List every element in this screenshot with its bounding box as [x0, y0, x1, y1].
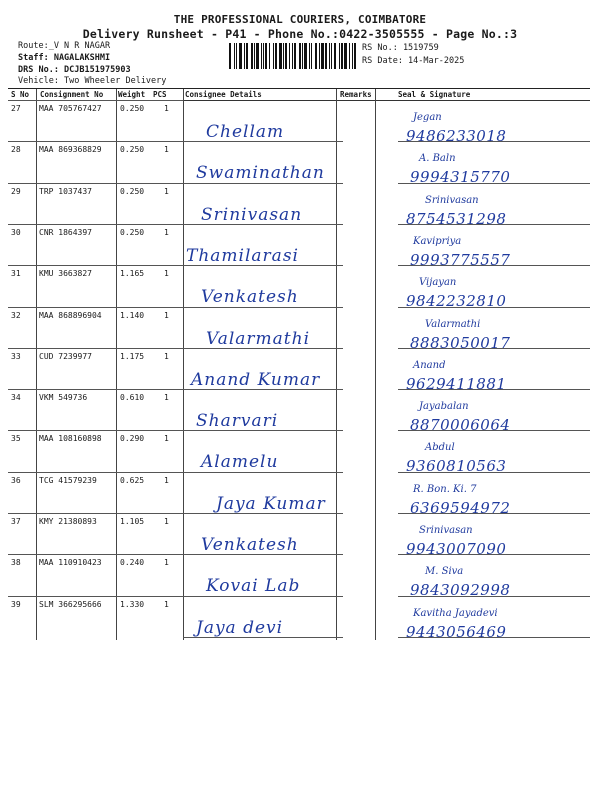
phone-handwriting: 9842232810 [406, 292, 507, 311]
table-row [8, 554, 590, 600]
row-sno: 31 [11, 269, 21, 279]
row-pcs: 1 [164, 269, 169, 279]
header-consignee: Consignee Details [185, 90, 262, 99]
row-sno: 39 [11, 599, 21, 609]
barcode-bar [341, 43, 343, 69]
barcode-bar [334, 43, 336, 69]
row-pcs: 1 [164, 393, 169, 403]
barcode-bar [289, 43, 290, 69]
barcode-bar [321, 43, 324, 69]
row-divider [8, 141, 183, 142]
row-weight: 1.330 [120, 599, 145, 609]
row-weight: 0.250 [120, 145, 145, 155]
vehicle-label: Vehicle: Two Wheeler Delivery [18, 76, 167, 86]
staff-label: Staff: NAGALAKSHMI [18, 53, 111, 63]
barcode-bar [251, 43, 253, 69]
phone-handwriting: 8870006064 [410, 416, 511, 435]
signature-handwriting: Kavipriya [413, 235, 462, 247]
barcode-bar [352, 43, 353, 69]
row-consignment-no: CNR 1864397 [39, 227, 92, 237]
row-sno: 38 [11, 558, 21, 568]
barcode-bar [349, 43, 350, 69]
row-weight: 1.105 [120, 517, 145, 526]
phone-handwriting: 9629411881 [406, 374, 507, 393]
row-divider [8, 265, 183, 266]
phone-handwriting: 9486233018 [406, 127, 507, 145]
row-divider [8, 554, 183, 555]
row-sno: 29 [11, 186, 21, 196]
route-label: Route:_V N R NAGAR [18, 41, 111, 51]
signature-handwriting: Srinivasan [419, 525, 473, 536]
rs-date: RS Date: 14-Mar-2025 [362, 56, 465, 66]
row-pcs: 1 [164, 104, 169, 113]
row-consignment-no: MAA 705767427 [39, 104, 102, 113]
row-weight: 0.250 [120, 227, 145, 237]
row-sno: 32 [11, 310, 21, 320]
row-weight: 0.610 [120, 393, 145, 403]
signature-handwriting: Anand [413, 359, 446, 371]
row-sno: 35 [11, 434, 21, 444]
barcode-bar [236, 43, 237, 69]
barcode-bar [239, 43, 242, 69]
barcode-bar [304, 43, 307, 69]
barcode-bar [325, 43, 327, 69]
row-divider [8, 307, 183, 308]
header-pcs: PCS [153, 90, 167, 99]
row-pcs: 1 [164, 434, 169, 444]
row-divider [8, 430, 183, 431]
row-pcs: 1 [164, 186, 169, 196]
barcode-bar [269, 43, 270, 69]
signature-handwriting: Jegan [413, 112, 442, 123]
row-pcs: 1 [164, 351, 169, 361]
row-sno: 28 [11, 145, 21, 155]
barcode-bar [329, 43, 330, 69]
barcode-bar [256, 43, 259, 69]
row-weight: 0.250 [120, 104, 145, 113]
row-pcs: 1 [164, 310, 169, 320]
header-remarks: Remarks [340, 90, 372, 99]
barcode-bar [292, 43, 293, 69]
consignee-handwriting: Venkatesh [201, 287, 299, 308]
row-pcs: 1 [164, 145, 169, 155]
barcode-bar [275, 43, 277, 69]
signature-handwriting: Srinivasan [425, 194, 479, 206]
consignee-handwriting: Thamilarasi [186, 245, 299, 266]
runsheet-subtitle: Delivery Runsheet - P41 - Phone No.:0422-3505555 - Page No.:3 [82, 27, 518, 41]
company-title: THE PROFESSIONAL COURIERS, COIMBATORE [173, 13, 427, 26]
phone-handwriting: 9994315770 [410, 168, 511, 187]
barcode [229, 43, 357, 69]
signature-handwriting: M. Siva [425, 566, 464, 578]
header-consignment: Consignment No [40, 90, 104, 99]
runsheet-table [8, 88, 590, 640]
table-row [8, 100, 590, 146]
row-divider [8, 100, 183, 101]
consignee-handwriting: Sharvari [196, 411, 279, 432]
drs-label: DRS No.: DCJB151975903 [18, 65, 131, 75]
row-consignment-no: KMY 21380893 [39, 517, 97, 526]
table-row [8, 265, 590, 311]
row-consignment-no: MAA 108160898 [39, 434, 102, 444]
row-sno: 30 [11, 227, 21, 237]
row-weight: 0.290 [120, 434, 145, 444]
row-sno: 34 [11, 393, 21, 403]
row-consignment-no: MAA 869368829 [39, 145, 102, 155]
consignee-handwriting: Jaya devi [196, 617, 284, 638]
table-row [8, 183, 590, 229]
phone-handwriting: 8754531298 [406, 209, 507, 228]
barcode-bar [283, 43, 284, 69]
barcode-bar [261, 43, 262, 69]
barcode-bar [229, 43, 231, 69]
row-sno: 37 [11, 517, 21, 526]
barcode-bar [285, 43, 287, 69]
barcode-bar [311, 43, 312, 69]
signature-handwriting: R. Bon. Ki. 7 [413, 483, 477, 495]
row-pcs: 1 [164, 227, 169, 237]
phone-handwriting: 9443056469 [406, 622, 507, 641]
barcode-bar [273, 43, 274, 69]
row-consignment-no: TCG 41579239 [39, 475, 97, 485]
table-row [8, 472, 590, 518]
row-divider [8, 513, 183, 514]
table-row [8, 389, 590, 435]
row-weight: 0.240 [120, 558, 145, 568]
table-row [8, 348, 590, 394]
row-weight: 0.250 [120, 186, 145, 196]
signature-handwriting: Jayabalan [419, 401, 469, 413]
barcode-bar [246, 43, 248, 69]
consignee-handwriting: Srinivasan [201, 204, 303, 225]
signature-underline [398, 637, 590, 638]
header-weight: Weight [118, 90, 146, 99]
row-sno: 27 [11, 104, 21, 113]
consignee-handwriting: Anand Kumar [191, 369, 321, 390]
row-sno: 33 [11, 351, 21, 361]
row-pcs: 1 [164, 475, 169, 485]
row-consignment-no: SLM 366295666 [39, 599, 102, 609]
row-weight: 1.175 [120, 351, 145, 361]
barcode-bar [294, 43, 296, 69]
consignee-handwriting: Kovai Lab [206, 576, 301, 597]
row-consignment-no: KMU 3663827 [39, 269, 92, 279]
rs-number: RS No.: 1519759 [362, 43, 439, 53]
signature-handwriting: Vijayan [419, 277, 457, 289]
row-divider [8, 389, 183, 390]
row-consignment-no: TRP 1037437 [39, 186, 92, 196]
row-divider [8, 224, 183, 225]
phone-handwriting: 9360810563 [406, 457, 507, 476]
barcode-bar [354, 43, 356, 69]
barcode-bar [339, 43, 340, 69]
phone-handwriting: 9943007090 [406, 540, 507, 558]
table-row [8, 141, 590, 187]
row-pcs: 1 [164, 517, 169, 526]
signature-handwriting: Valarmathi [425, 318, 481, 330]
table-row [8, 224, 590, 270]
consignee-handwriting: Venkatesh [201, 535, 299, 555]
barcode-bar [331, 43, 332, 69]
phone-handwriting: 9843092998 [410, 581, 511, 600]
row-divider [8, 348, 183, 349]
row-consignment-no: CUD 7239977 [39, 351, 92, 361]
row-consignment-no: VKM 549736 [39, 393, 88, 403]
barcode-bar [344, 43, 347, 69]
barcode-bar [234, 43, 235, 69]
table-row [8, 430, 590, 476]
table-row [8, 596, 590, 642]
row-divider [8, 596, 183, 597]
barcode-bar [299, 43, 301, 69]
row-pcs: 1 [164, 599, 169, 609]
row-weight: 0.625 [120, 475, 145, 485]
table-row [8, 513, 590, 559]
consignee-underline [183, 637, 343, 638]
row-weight: 1.165 [120, 269, 145, 279]
row-pcs: 1 [164, 558, 169, 568]
header-seal: Seal & Signature [398, 90, 471, 99]
barcode-bar [315, 43, 317, 69]
row-consignment-no: MAA 110910423 [39, 558, 102, 568]
consignee-handwriting: Jaya Kumar [216, 493, 326, 514]
consignee-handwriting: Valarmathi [206, 328, 311, 349]
signature-handwriting: A. Baln [419, 153, 456, 165]
phone-handwriting: 6369594972 [410, 498, 511, 517]
barcode-bar [263, 43, 264, 69]
barcode-bar [254, 43, 255, 69]
phone-handwriting: 9993775557 [410, 250, 511, 269]
signature-handwriting: Kavitha Jayadevi [413, 607, 498, 619]
table-row [8, 307, 590, 353]
header-sno: S No [11, 90, 30, 99]
barcode-bar [309, 43, 310, 69]
row-consignment-no: MAA 868896904 [39, 310, 102, 320]
consignee-handwriting: Chellam [206, 122, 285, 142]
consignee-handwriting: Swaminathan [196, 163, 325, 184]
row-weight: 1.140 [120, 310, 145, 320]
signature-handwriting: Abdul [425, 442, 455, 454]
barcode-bar [244, 43, 245, 69]
barcode-bar [265, 43, 267, 69]
row-sno: 36 [11, 475, 21, 485]
barcode-bar [302, 43, 303, 69]
barcode-bar [319, 43, 320, 69]
row-divider [8, 183, 183, 184]
phone-handwriting: 8883050017 [410, 333, 511, 352]
barcode-bar [279, 43, 282, 69]
consignee-handwriting: Alamelu [201, 452, 279, 473]
row-divider [8, 472, 183, 473]
